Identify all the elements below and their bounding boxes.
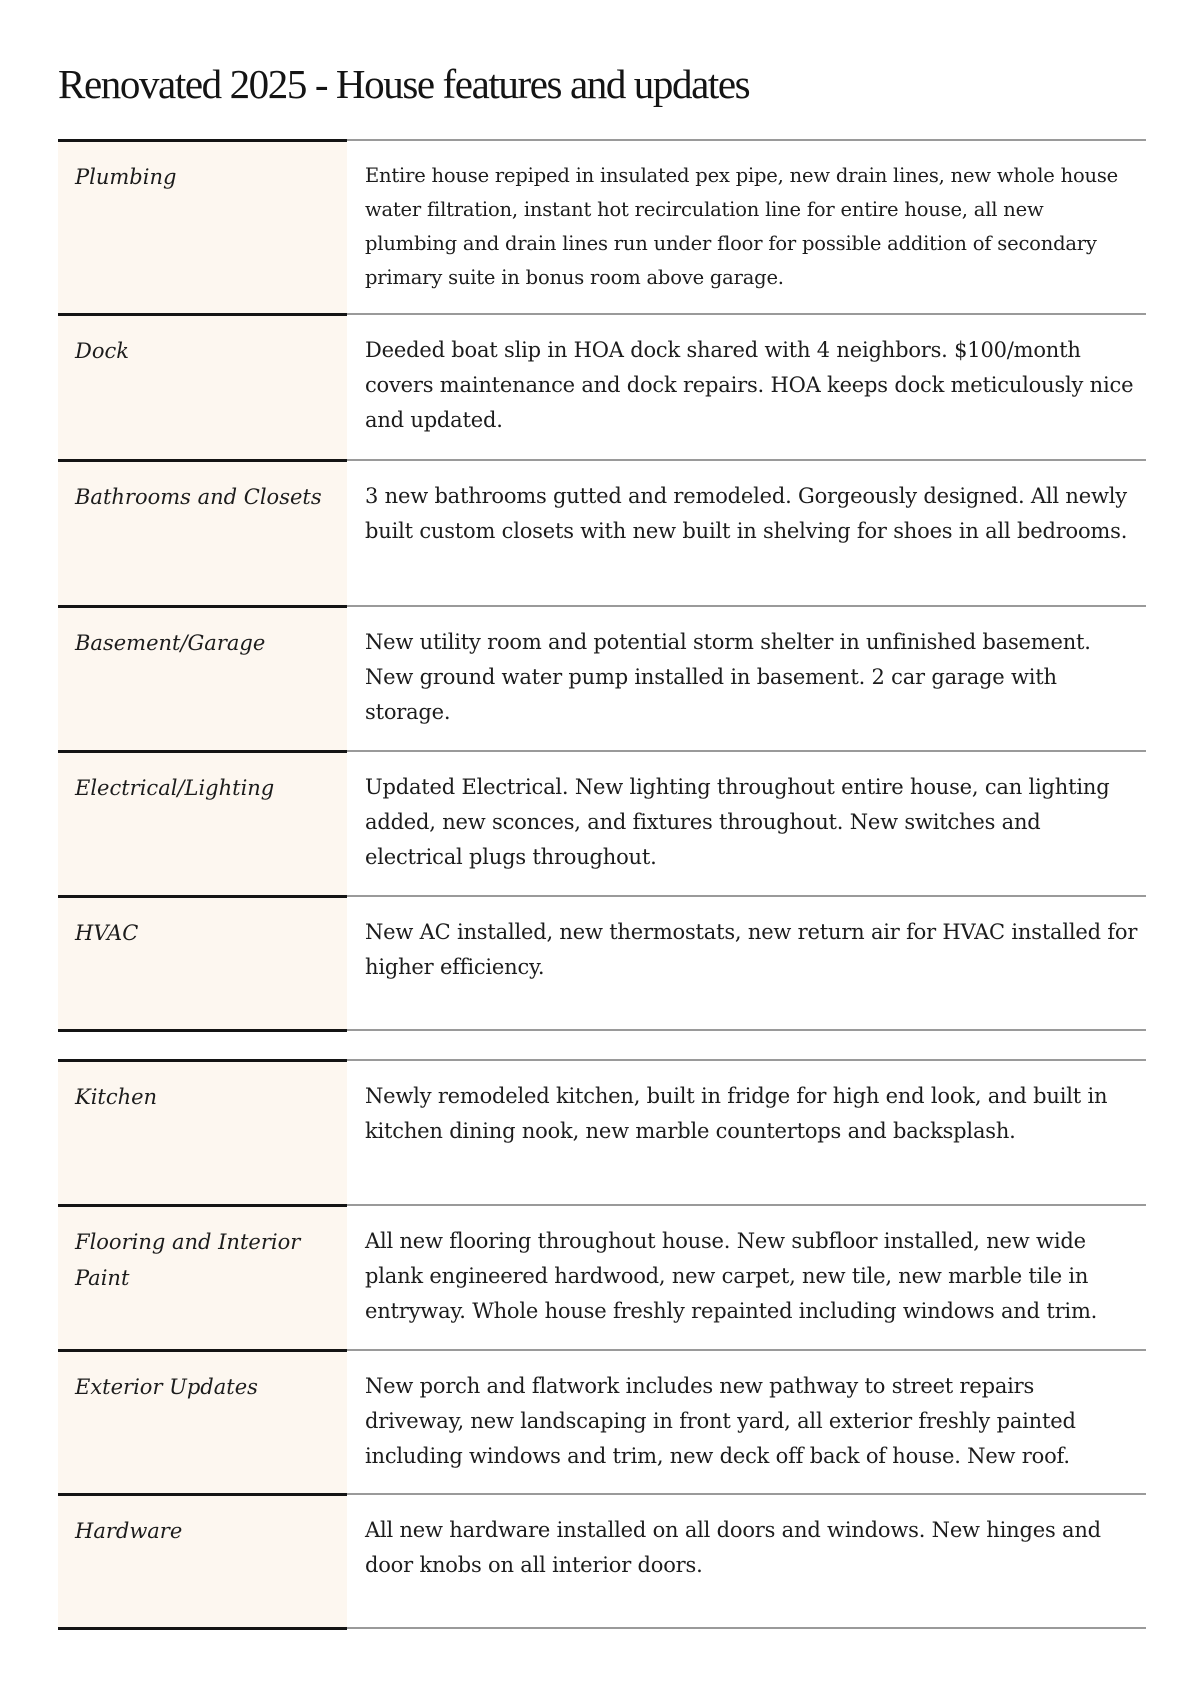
row-description: Newly remodeled kitchen, built in fridge for high end look, and built in kitchen dining nook, new marble countertops and backsplash. <box>365 1084 1108 1143</box>
table-row <box>58 1493 1146 1627</box>
row-category: Plumbing <box>58 139 347 313</box>
row-category: Bathrooms and Closets <box>58 459 347 605</box>
table-row <box>58 750 1146 895</box>
features-table-2 <box>58 1059 1146 1630</box>
table-row <box>58 1349 1146 1493</box>
row-category: Basement/Garage <box>58 605 347 750</box>
row-description: New porch and flatwork includes new pathway to street repairs driveway, new landscaping in front yard, all exterior freshly painted including windows and trim, new deck off back of house. New roof. <box>365 1374 1076 1468</box>
row-category: Kitchen <box>58 1059 347 1204</box>
row-description: All new hardware installed on all doors and windows. New hinges and door knobs on all interior doors. <box>365 1518 1101 1577</box>
row-category: Electrical/Lighting <box>58 750 347 895</box>
table-row <box>58 139 1146 313</box>
row-description: 3 new bathrooms gutted and remodeled. Gorgeously designed. All newly built custom closets with new built in shelving for shoes in all bedrooms. <box>365 484 1128 543</box>
row-description: New AC installed, new thermostats, new return air for HVAC installed for higher efficiency. <box>365 920 1138 979</box>
row-category: Exterior Updates <box>58 1349 347 1493</box>
row-description: New utility room and potential storm shelter in unfinished basement. New ground water pump installed in basement. 2 car garage with storage. <box>365 630 1091 724</box>
table-row <box>58 605 1146 750</box>
row-description: Entire house repiped in insulated pex pipe, new drain lines, new whole house water filtration, instant hot recirculation line for entire house, all new plumbing and drain lines run under floor for possible addition of secondary primary suite in bonus room above garage. <box>365 164 1118 289</box>
table-row <box>58 895 1146 1029</box>
row-category: Flooring and Interior Paint <box>58 1204 347 1349</box>
row-category: Hardware <box>58 1493 347 1627</box>
table-row <box>58 459 1146 605</box>
table-row <box>58 313 1146 459</box>
row-description: Updated Electrical. New lighting throughout entire house, can lighting added, new sconces, and fixtures throughout. New switches and electrical plugs throughout. <box>365 775 1110 869</box>
table-bottom-rule <box>58 1627 1146 1630</box>
row-category: Dock <box>58 313 347 459</box>
table-bottom-rule <box>58 1029 1146 1032</box>
row-category: HVAC <box>58 895 347 1029</box>
features-table-1 <box>58 139 1146 1032</box>
table-row <box>58 1059 1146 1204</box>
row-description: Deeded boat slip in HOA dock shared with 4 neighbors. $100/month covers maintenance and dock repairs. HOA keeps dock meticulously nice and updated. <box>365 338 1134 432</box>
row-description: All new flooring throughout house. New subfloor installed, new wide plank engineered hardwood, new carpet, new tile, new marble tile in entryway. Whole house freshly repainted including windows and trim. <box>365 1229 1098 1323</box>
table-row <box>58 1204 1146 1349</box>
page-title: Renovated 2025 - House features and updates <box>58 61 750 107</box>
